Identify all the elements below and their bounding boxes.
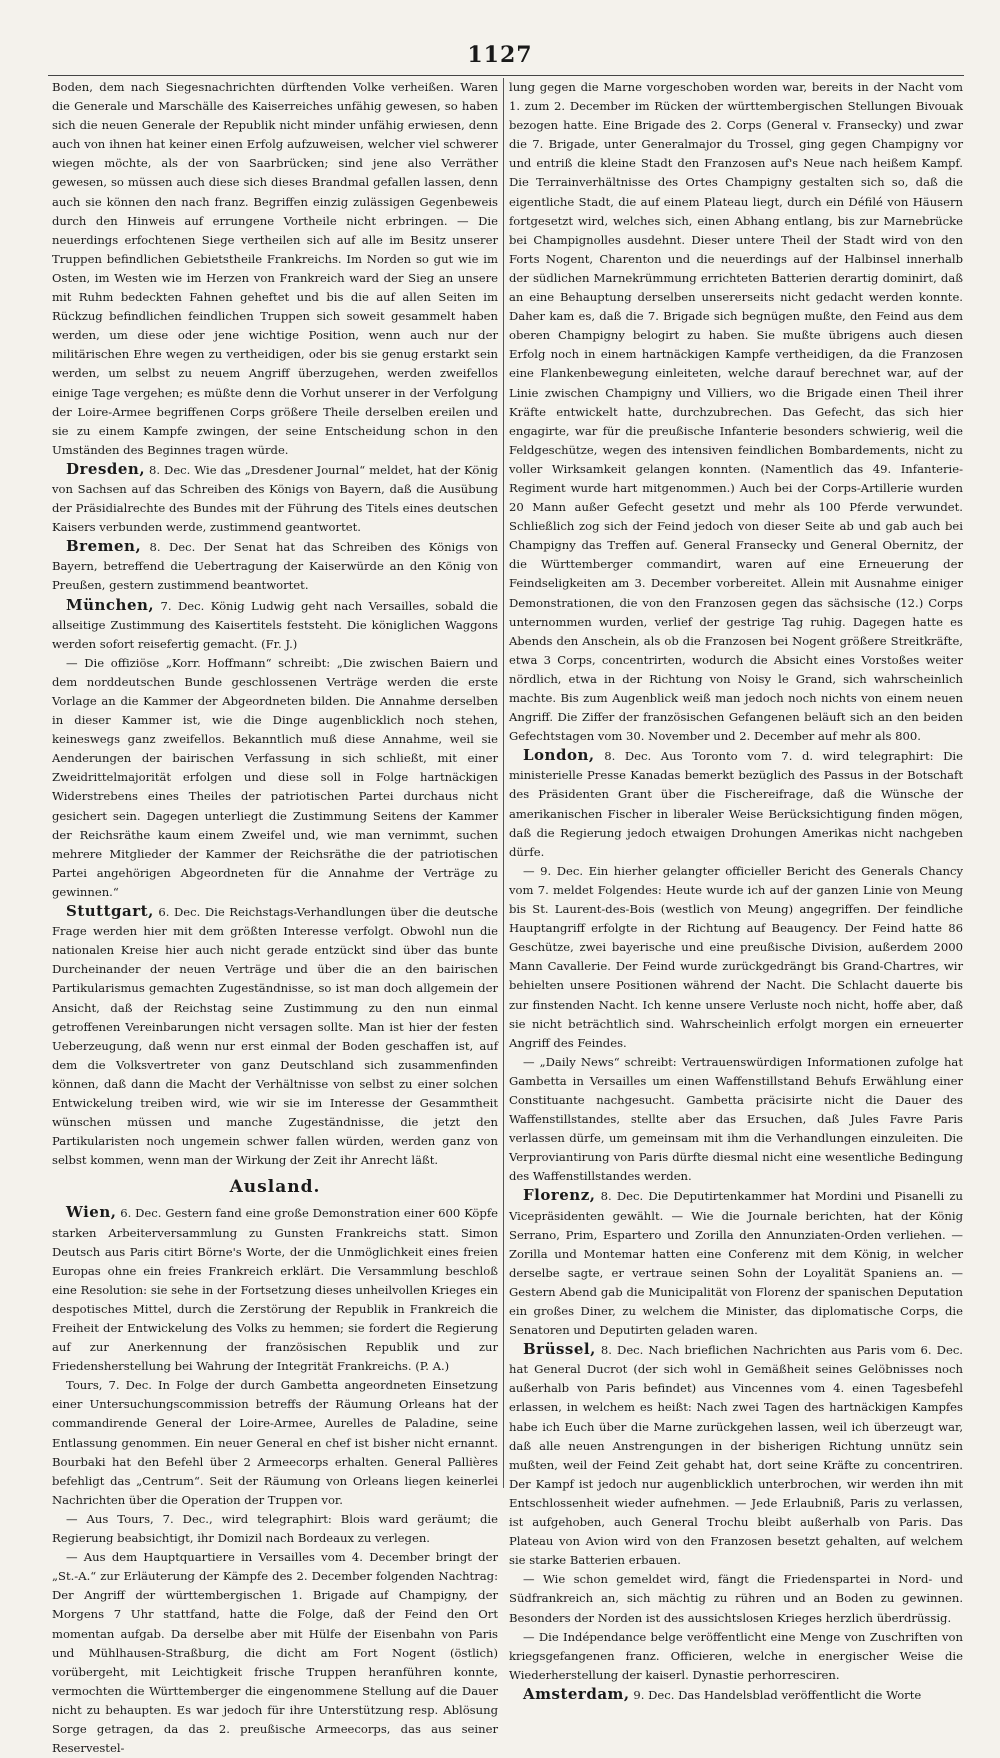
article-london — [509, 746, 963, 862]
article-amsterdam-text: 9. Dec. Das Handelsblad veröffentlicht die Worte — [629, 1687, 922, 1702]
dateline-bremen: Bremen, — [66, 537, 142, 556]
article-wien-text: 6. Dec. Gestern fand eine große Demonstration einer 600 Köpfe starken Arbeiterversammlung zu Gunsten Frankreichs statt. Simon Deutsch aus Paris citirt Börne's Worte, der die Unmöglichkeit eines freien Europas ohne ein freies Frankreich erklärt. Die Versammlung beschloß eine Resolution: sie sehe in der Fortsetzung dieses unheilvollen Krieges ein despotisches Mittel, durch die Zerstörung der Republik in Frankreich die Freiheit der Entwickelung des Volks zu hemmen; sie fordert die Regierung auf zur Anerkennung der französischen Republik und zur Friedensherstellung bei Wahrung der Integrität Frankreichs. (P. A.) — [52, 1206, 498, 1374]
column-divider — [503, 78, 504, 1488]
top-rule — [48, 75, 964, 76]
dateline-dresden: Dresden, — [66, 459, 146, 478]
article-bremen — [52, 537, 498, 595]
article-muenchen-text: 7. Dec. König Ludwig geht nach Versailles, sobald die allseitige Zustimmung des Kaisertitels feststeht. Die königlichen Waggons werden sofort reisefertig gemacht. (Fr. J.) — [52, 598, 498, 651]
dateline-florenz: Florenz, — [523, 1186, 596, 1205]
article-friedenspartei: — Wie schon gemeldet wird, fängt die Friedenspartei in Nord- und Südfrankreich an, sich mächtig zu rühren und an Boden zu gewinnen. Besonders der Norden ist des aussichtslosen Krieges herzlich überdrüssig. — [509, 1572, 963, 1625]
article-florenz-text: 8. Dec. Die Deputirtenkammer hat Mordini und Pisanelli zu Vicepräsidenten gewählt. — Wie die Journale berichten, hat der König Serrano, Prim, Espartero und Zorilla den Annunziaten-Orden verliehen. — Zorilla und Montemar hatten eine Conferenz mit dem König, in welcher derselbe sagte, er vertraue seinen Sohn der Loyalität Spaniens an. — Gestern Abend gab die Municipalität von Florenz der spanischen Deputation ein großes Diner, zu welchem die Minister, das diplomatische Corps, die Senatoren und Deputirten geladen waren. — [509, 1189, 963, 1338]
article-independance: — Die Indépendance belge veröffentlicht eine Menge von Zuschriften von kriegsgefangenen franz. Officieren, welche in energischer Weise die Wiederherstellung der kaiserl. Dynastie perhorresciren. — [509, 1629, 963, 1682]
section-heading-ausland: Ausland. — [229, 1177, 321, 1198]
dateline-amsterdam: Amsterdam, — [523, 1684, 630, 1703]
article-florenz — [509, 1186, 963, 1340]
article-stuttgart-text: 6. Dec. Die Reichstags-Verhandlungen über die deutsche Frage werden hier mit dem größten Interesse verfolgt. Obwohl nun die nationalen Kreise hier auch nicht gerade entzückt sind über das bunte Durcheinander der neuen Verträge und über die an den bairischen Partikularismus gemachten Zugeständnisse, so ist man doch allgemein der Ansicht, daß der Reichstag seine Zustimmung zu den nun einmal getroffenen Vereinbarungen nicht versagen sollte. Man ist hier der festen Ueberzeugung, daß wenn nur erst einmal der Boden geschaffen ist, auf dem die Volksvertreter von ganz Deutschland sich zusammenfinden können, daß dann die Macht der Verhältnisse von selbst zu einer solchen Entwickelung treiben wird, wie wir sie im Interesse der Gesammtheit wünschen müssen und manche Zugeständnisse, die jetzt den Partikularisten noch ungemein schwer fallen würden, werden ganz von selbst kommen, wenn man der Wirkung der Zeit ihr Anrecht läßt. — [52, 905, 498, 1168]
dateline-stuttgart: Stuttgart, — [66, 902, 154, 921]
article-wien — [52, 1203, 498, 1376]
dateline-wien: Wien, — [66, 1203, 117, 1222]
article-muenchen — [52, 596, 498, 654]
article-bremen-text: 8. Dec. Der Senat hat das Schreiben des Königs von Bayern, betreffend die Uebertragung der Kaiserwürde an den König von Preußen, gestern zustimmend beantwortet. — [52, 540, 498, 593]
article-dresden-text: 8. Dec. Wie das „Dresdener Journal“ meldet, hat der König von Sachsen auf das Schreiben des Königs von Bayern, daß die Ausübung der Präsidialrechte des Bundes mit der Führung des Titels eines deutschen Kaisers verbunden werde, zustimmend geantwortet. — [52, 462, 498, 535]
left-column — [52, 78, 498, 1756]
article-tours-telegraph: — Aus Tours, 7. Dec., wird telegraphirt: Blois ward geräumt; die Regierung beabsichtigt, ihr Domizil nach Bordeaux zu verlegen. — [52, 1511, 498, 1546]
article-tours: Tours, 7. Dec. In Folge der durch Gambetta angeordneten Einsetzung einer Untersuchungscommission betreffs der Räumung Orleans hat der commandirende General der Loire-Armee, Aurelles de Paladine, seine Entlassung genommen. Ein neuer General en chef ist bisher nicht ernannt. Bourbaki hat den Befehl über 2 Armeecorps erhalten. General Pallières befehligt das „Centrum“. Seit der Räumung von Orleans liegen keinerlei Nachrichten über die Operation der Truppen vor. — [52, 1378, 498, 1507]
article-bruessel — [509, 1340, 963, 1570]
article-hauptquartier: — Aus dem Hauptquartiere in Versailles vom 4. December bringt der „St.-A.“ zur Erläuterung der Kämpfe des 2. December folgenden Nachtrag: Der Angriff der württembergischen 1. Brigade auf Champigny, der Morgens 7 Uhr stattfand, hatte die Folge, daß der Feind den Ort momentan aufgab. Da derselbe aber mit Hülfe der Eisenbahn von Paris und Mühlhausen-Straßburg, die dicht am Fort Nogent (östlich) vorübergeht, mit Leichtigkeit frische Truppen heranführen konnte, vermochten die Württemberger die eingenommene Stellung auf die Dauer nicht zu behaupten. Es war jedoch für ihre Unterstützung resp. Ablösung Sorge getragen, da das 2. preußische Armeecorps, das aus seiner Reservestel- — [52, 1550, 498, 1756]
article-daily-news: — „Daily News“ schreibt: Vertrauenswürdigen Informationen zufolge hat Gambetta in Versailles um einen Waffenstillstand Behufs Erwählung einer Constituante nachgesucht. Gambetta präcisirte nicht die Dauer des Waffenstillstandes, stellte aber das Ersuchen, daß Jules Favre Paris verlassen dürfe, um gemeinsam mit ihm die Verhandlungen einzuleiten. Die Verproviantirung von Paris dürfte diesmal nicht eine wesentliche Bedingung des Waffenstillstandes werden. — [509, 1054, 963, 1184]
article-bruessel-text: 8. Dec. Nach brieflichen Nachrichten aus Paris vom 6. Dec. hat General Ducrot (der sich wohl in Gemäßheit seines Gelöbnisses noch außerhalb von Paris befindet) aus Vincennes vom 4. einen Tagesbefehl erlassen, in welchem es heißt: Nach zwei Tagen des hartnäckigen Kampfes habe ich Euch über die Marne zurückgehen lassen, weil ich überzeugt war, daß alle neuen Anstrengungen in der bisherigen Richtung unnütz sein mußten, weil der Feind Zeit gehabt hat, dort seine Kräfte zu concentriren. Der Kampf ist jedoch nur augenblicklich unterbrochen, wir werden ihn mit Entschlossenheit wieder aufnehmen. — Jede Erlaubniß, Paris zu verlassen, ist aufgehoben, auch General Trochu bleibt außerhalb von Paris. Das Plateau von Avion wird von den Franzosen besetzt gehalten, auf welchem sie starke Batterien erbauen. — [509, 1343, 963, 1568]
article-continued-right: lung gegen die Marne vorgeschoben worden war, bereits in der Nacht vom 1. zum 2. December im Rücken der württembergischen Stellungen Bivouak bezogen hatte. Eine Brigade des 2. Corps (General v. Fransecky) und zwar die 7. Brigade, unter Generalmajor du Trossel, ging gegen Champigny vor und entriß die kleine Stadt den Franzosen auf's Neue nach heißem Kampf. Die Terrainverhältnisse des Ortes Champigny gestalten sich so, daß die eigentliche Stadt, die auf einem Plateau liegt, durch ein Défilé von Häusern fortgesetzt wird, welches sich, einen Abhang entlang, bis zur Marnebrücke bei Champignolles ausdehnt. Dieser untere Theil der Stadt wird von den Forts Nogent, Charenton und die neuerdings auf der Halbinsel innerhalb der südlichen Marnekrümmung errichteten Batterien derartig dominirt, daß an eine Behauptung derselben unsererseits nicht gedacht werden konnte. Daher kam es, daß die 7. Brigade sich begnügen mußte, den Feind aus dem oberen Champigny belogirt zu haben. Sie mußte übrigens auch diesen Erfolg noch in einem hartnäckigen Kampfe vertheidigen, da die Franzosen eine Flankenbewegung einleiteten, welche darauf berechnet war, auf der Linie zwischen Champigny und Villiers, wo die Brigade einen Theil ihrer Kräfte entwickelt hatte, durchzubrechen. Das Gefecht, das sich hier engagirte, war für die preußische Infanterie besonders schwierig, weil die Feldgeschütze, wegen des intensiven feindlichen Bombardements, nicht zu voller Wirksamkeit gelangen konnten. (Namentlich das 49. Infanterie-Regiment wurde hart mitgenommen.) Auch bei der Corps-Artillerie wurden 20 Mann außer Gefecht gesetzt und mehr als 100 Pferde verwundet. Schließlich zog sich der Feind jedoch von dieser Seite ab und gab auch bei Champigny das Treffen auf. General Fransecky und General Obernitz, der die Württemberger commandirt, waren auf eine Erneuerung der Feindseligkeiten am 3. December vorbereitet. Allein mit Ausnahme einiger Demonstrationen, die von den Franzosen gegen das sächsische (12.) Corps unternommen wurden, verlief der gestrige Tag ruhig. Dagegen hatte es Abends den Anschein, als ob die Franzosen bei Nogent größere Streitkräfte, etwa 3 Corps, concentrirten, wodurch die Absicht eines Vorstoßes weiter nördlich, etwa in der Richtung von Noisy le Grand, sich wahrscheinlich machte. Bis zum Augenblick weiß man jedoch noch nichts von einem neuen Angriff. Die Ziffer der französischen Gefangenen beläuft sich an den beiden Gefechtstagen vom 30. November und 2. December auf mehr als 800. — [509, 80, 963, 744]
page-number: 1127 — [467, 42, 533, 68]
article-amsterdam — [509, 1685, 963, 1705]
article-continued: Boden, dem nach Siegesnachrichten dürftenden Volke verheißen. Waren die Generale und Marschälle des Kaiserreiches unfähig gewesen, so haben sich die neuen Generale der Republik nicht minder unfähig erwiesen, denn auch von ihnen hat keiner einen Erfolg aufzuweisen, welcher viel schwerer wiegen möchte, als der von Saarbrücken; sind jene also Verräther gewesen, so müssen auch diese sich dieses Brandmal gefallen lassen, denn auch sie können den nach franz. Begriffen einzig zulässigen Gegenbeweis durch den Hinweis auf errungene Vortheile nicht erbringen. — Die neuerdings erfochtenen Siege vertheilen sich auf alle im Besitz unserer Truppen befindlichen Gebietstheile Frankreichs. Im Norden so gut wie im Osten, im Westen wie im Herzen von Frankreich ward der Sieg an unsere mit Ruhm bedeckten Fahnen geheftet und bis die auf allen Seiten im Rückzug befindlichen feindlichen Truppen sich soweit gesammelt haben werden, um diese oder jene wichtige Position, wenn auch nur der militärischen Ehre wegen zu vertheidigen, oder bis sie genug erstarkt sein werden, um selbst zu neuem Angriff überzugehen, werden zweifellos einige Tage vergehen; es müßte denn die Vorhut unserer in der Verfolgung der Loire-Armee begriffenen Corps größere Theile derselben ereilen und sie zu einem Kampfe zwingen, der seine Entscheidung schon in den Umständen des Beginnes tragen würde. — [52, 80, 498, 457]
dateline-muenchen: München, — [66, 595, 155, 614]
article-london-text: 8. Dec. Aus Toronto vom 7. d. wird telegraphirt: Die ministerielle Presse Kanadas bemerkt bezüglich des Passus in der Botschaft des Präsidenten Grant über die Fischereifrage, daß die Wünsche der amerikanischen Fischer in liberaler Weise Berücksichtigung finden mögen, daß die Regierung jedoch etwaigen Drohungen Amerikas nicht nachgeben dürfe. — [509, 749, 963, 859]
dateline-bruessel: Brüssel, — [523, 1340, 596, 1359]
article-dresden — [52, 460, 498, 537]
article-chancy-report: — 9. Dec. Ein hierher gelangter officieller Bericht des Generals Chancy vom 7. meldet Folgendes: Heute wurde ich auf der ganzen Linie von Meung bis St. Laurent-des-Bois (westlich von Meung) angegriffen. Der feindliche Hauptangriff erfolgte in der Richtung auf Beaugency. Der Feind hatte 86 Geschütze, zwei bayerische und eine preußische Division, außerdem 2000 Mann Cavallerie. Der Feind wurde zurückgedrängt bis Grand-Chartres, wir behielten unsere Positionen während der Nacht. Die Schlacht dauerte bis zur finstenden Nacht. Ich kenne unsere Verluste noch nicht, hoffe aber, daß sie nicht beträchtlich sind. Wahrscheinlich erfolgt morgen ein erneuerter Angriff des Feindes. — [509, 863, 963, 1050]
dateline-london: London, — [523, 746, 595, 765]
right-column — [509, 78, 963, 1703]
article-stuttgart — [52, 902, 498, 1170]
article-korr-hoffmann: — Die offiziöse „Korr. Hoffmann“ schreibt: „Die zwischen Baiern und dem norddeutschen Bunde geschlossenen Verträge werden die erste Vorlage an die Kammer der Abgeordneten bilden. Die Annahme derselben in dieser Kammer ist, wie die Dinge augenblicklich noch stehen, keineswegs ganz zweifellos. Bekanntlich muß diese Annahme, weil sie Aenderungen der bairischen Verfassung in sich schließt, mit einer Zweidrittelmajorität erfolgen und diese soll in Folge hartnäckigen Widerstrebens eines Theiles der patriotischen Partei durchaus nicht gesichert sein. Dagegen unterliegt die Zustimmung Seitens der Kammer der Reichsräthe kaum einem Zweifel und, wie man vernimmt, suchen mehrere Mitglieder der Kammer der Reichsräthe die der patriotischen Partei angehörigen Abgeordneten für die Annahme der Verträge zu gewinnen.“ — [52, 655, 498, 899]
